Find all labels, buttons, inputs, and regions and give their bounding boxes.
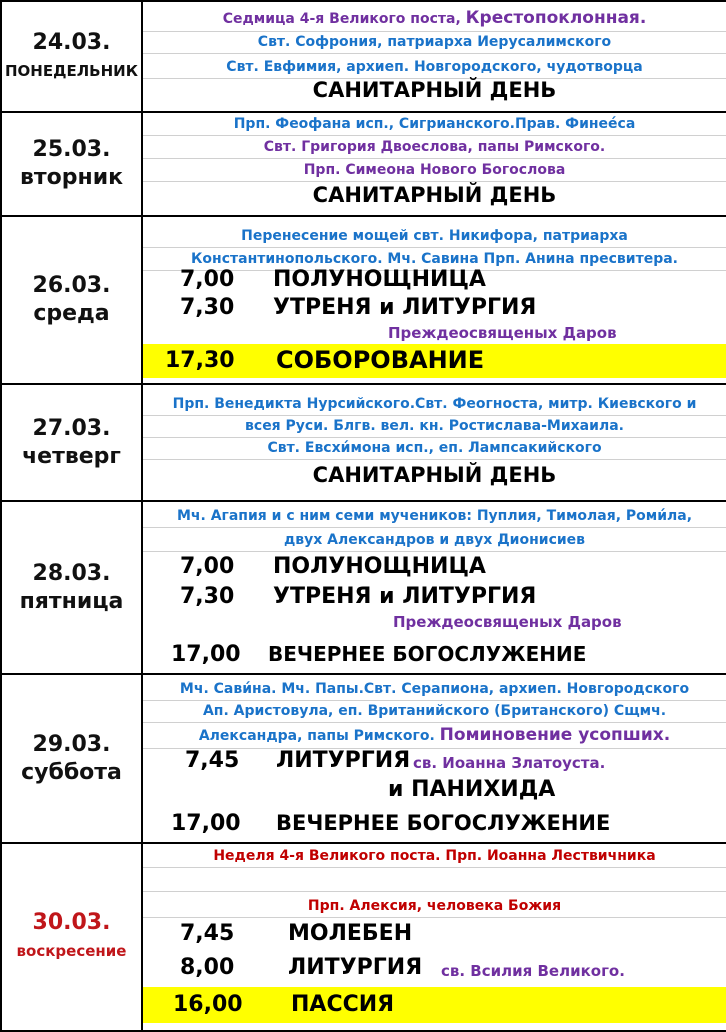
saints-line: Прп. Феофана исп., Сигрианского.Прав. Финеéса	[143, 113, 726, 136]
service-name: УТРЕНЯ и ЛИТУРГИЯ	[273, 584, 537, 609]
service-note: Преждеосвященых Даров	[388, 324, 617, 342]
day-row-27	[0, 383, 726, 500]
service-time: 7,30	[180, 295, 235, 320]
date: 25.03.	[32, 137, 111, 162]
service-name: ПОЛУНОЩНИЦА	[273, 554, 486, 579]
date: 26.03.	[32, 273, 111, 298]
weekday: среда	[33, 301, 110, 326]
service-main: САНИТАРНЫЙ ДЕНЬ	[312, 183, 557, 207]
date-cell	[0, 113, 143, 215]
saints-line: Свт. Евсхи́мона исп., еп. Лампсакийского	[143, 437, 726, 460]
service-name: ВЕЧЕРНЕЕ БОГОСЛУЖЕНИЕ	[268, 642, 587, 666]
saints-line: Неделя 4-я Великого поста. Прп. Иоанна Лествичника	[143, 845, 726, 868]
day-content	[143, 2, 726, 111]
date: 27.03.	[32, 415, 111, 441]
service-name: ВЕЧЕРНЕЕ БОГОСЛУЖЕНИЕ	[276, 811, 611, 835]
saints-line	[143, 722, 726, 749]
day-row-25	[0, 111, 726, 215]
service-time: 7,00	[180, 267, 235, 292]
day-content	[143, 385, 726, 500]
service-note: св. Всилия Великого.	[441, 962, 625, 980]
service-name: ПОЛУНОЩНИЦА	[273, 267, 486, 292]
saints-line: Прп. Алексия, человека Божия	[143, 895, 726, 918]
service-name: СОБОРОВАНИЕ	[276, 346, 485, 374]
service-name: ЛИТУРГИЯ	[288, 955, 423, 980]
saints-line: Константинопольского. Мч. Савина Прп. Анина пресвитера.	[143, 248, 726, 271]
saints-line: Прп. Симеона Нового Богослова	[143, 159, 726, 182]
weekday: пятница	[19, 588, 124, 614]
service-time: 7,30	[180, 584, 235, 609]
date-cell	[0, 844, 143, 1030]
day-content	[143, 113, 726, 215]
date-cell	[0, 675, 143, 842]
saints-line: всея Руси. Блгв. вел. кн. Ростислава-Михаила.	[143, 415, 726, 438]
service-note: св. Иоанна Златоуста.	[413, 754, 606, 772]
highlight-bar	[143, 987, 726, 1023]
weekday: ПОНЕДЕЛЬНИК	[5, 61, 138, 80]
date: 29.03.	[32, 731, 111, 757]
saints-line: Прп. Венедикта Нурсийского.Свт. Феогноста, митр. Киевского и	[143, 393, 726, 416]
blank-line	[143, 869, 726, 892]
saints-line: Свт. Григория Двоеслова, папы Римского.	[143, 136, 726, 159]
highlight-bar	[143, 344, 726, 378]
service-main: САНИТАРНЫЙ ДЕНЬ	[312, 78, 557, 102]
date-cell	[0, 217, 143, 383]
date: 30.03.	[32, 910, 111, 935]
saints-line: Ап. Аристовула, еп. Вританийского (Британского) Сщмч.	[143, 700, 726, 723]
feast-name: Крестопоклонная.	[465, 8, 647, 28]
saints-line: Мч. Сави́на. Мч. Папы.Свт. Серапиона, архиеп. Новгородского	[143, 678, 726, 701]
date-cell	[0, 385, 143, 500]
service-name: ЛИТУРГИЯ	[276, 748, 411, 773]
service-time: 7,45	[185, 748, 240, 773]
service-time: 7,00	[180, 554, 235, 579]
service-time: 8,00	[180, 955, 235, 980]
service-time: 17,00	[171, 811, 241, 836]
service-time: 16,00	[173, 992, 243, 1017]
date: 28.03.	[32, 560, 111, 586]
day-content	[143, 675, 726, 842]
day-row-30	[0, 842, 726, 1032]
date: 24.03.	[32, 29, 111, 55]
service-name: МОЛЕБЕН	[288, 921, 413, 946]
day-content	[143, 844, 726, 1030]
service-name: и ПАНИХИДА	[388, 777, 556, 802]
service-time: 17,30	[165, 348, 235, 373]
weekday: четверг	[22, 443, 121, 469]
service-main: САНИТАРНЫЙ ДЕНЬ	[312, 463, 557, 487]
saints-line: Перенесение мощей свт. Никифора, патриарха	[143, 225, 726, 248]
service-time: 17,00	[171, 642, 241, 667]
day-row-28	[0, 500, 726, 673]
weekday: суббота	[21, 759, 122, 785]
saints-text: Александра, папы Римского.	[198, 728, 435, 744]
saints-text: Седмица 4-я Великого поста,	[222, 11, 461, 27]
weekday: вторник	[19, 165, 124, 190]
date-cell	[0, 2, 143, 111]
saints-line: Свт. Софрония, патриарха Иерусалимского	[143, 31, 726, 54]
day-content	[143, 217, 726, 383]
day-row-29	[0, 673, 726, 842]
saints-line: двух Александров и двух Дионисиев	[143, 529, 726, 552]
commemoration: Поминовение усопших.	[439, 725, 671, 745]
day-row-24	[0, 0, 726, 111]
day-content	[143, 502, 726, 673]
service-name: УТРЕНЯ и ЛИТУРГИЯ	[273, 295, 537, 320]
service-time: 7,45	[180, 921, 235, 946]
saints-line: Свт. Евфимия, архиеп. Новгородского, чудотворца	[143, 56, 726, 79]
weekday: воскресение	[16, 942, 127, 960]
date-cell	[0, 502, 143, 673]
saints-line: Мч. Агапия и с ним семи мучеников: Пуплия, Тимолая, Роми́ла,	[143, 505, 726, 528]
service-note: Преждеосвященых Даров	[393, 613, 622, 631]
day-row-26	[0, 215, 726, 383]
saints-line	[143, 5, 726, 32]
service-name: ПАССИЯ	[291, 992, 395, 1017]
